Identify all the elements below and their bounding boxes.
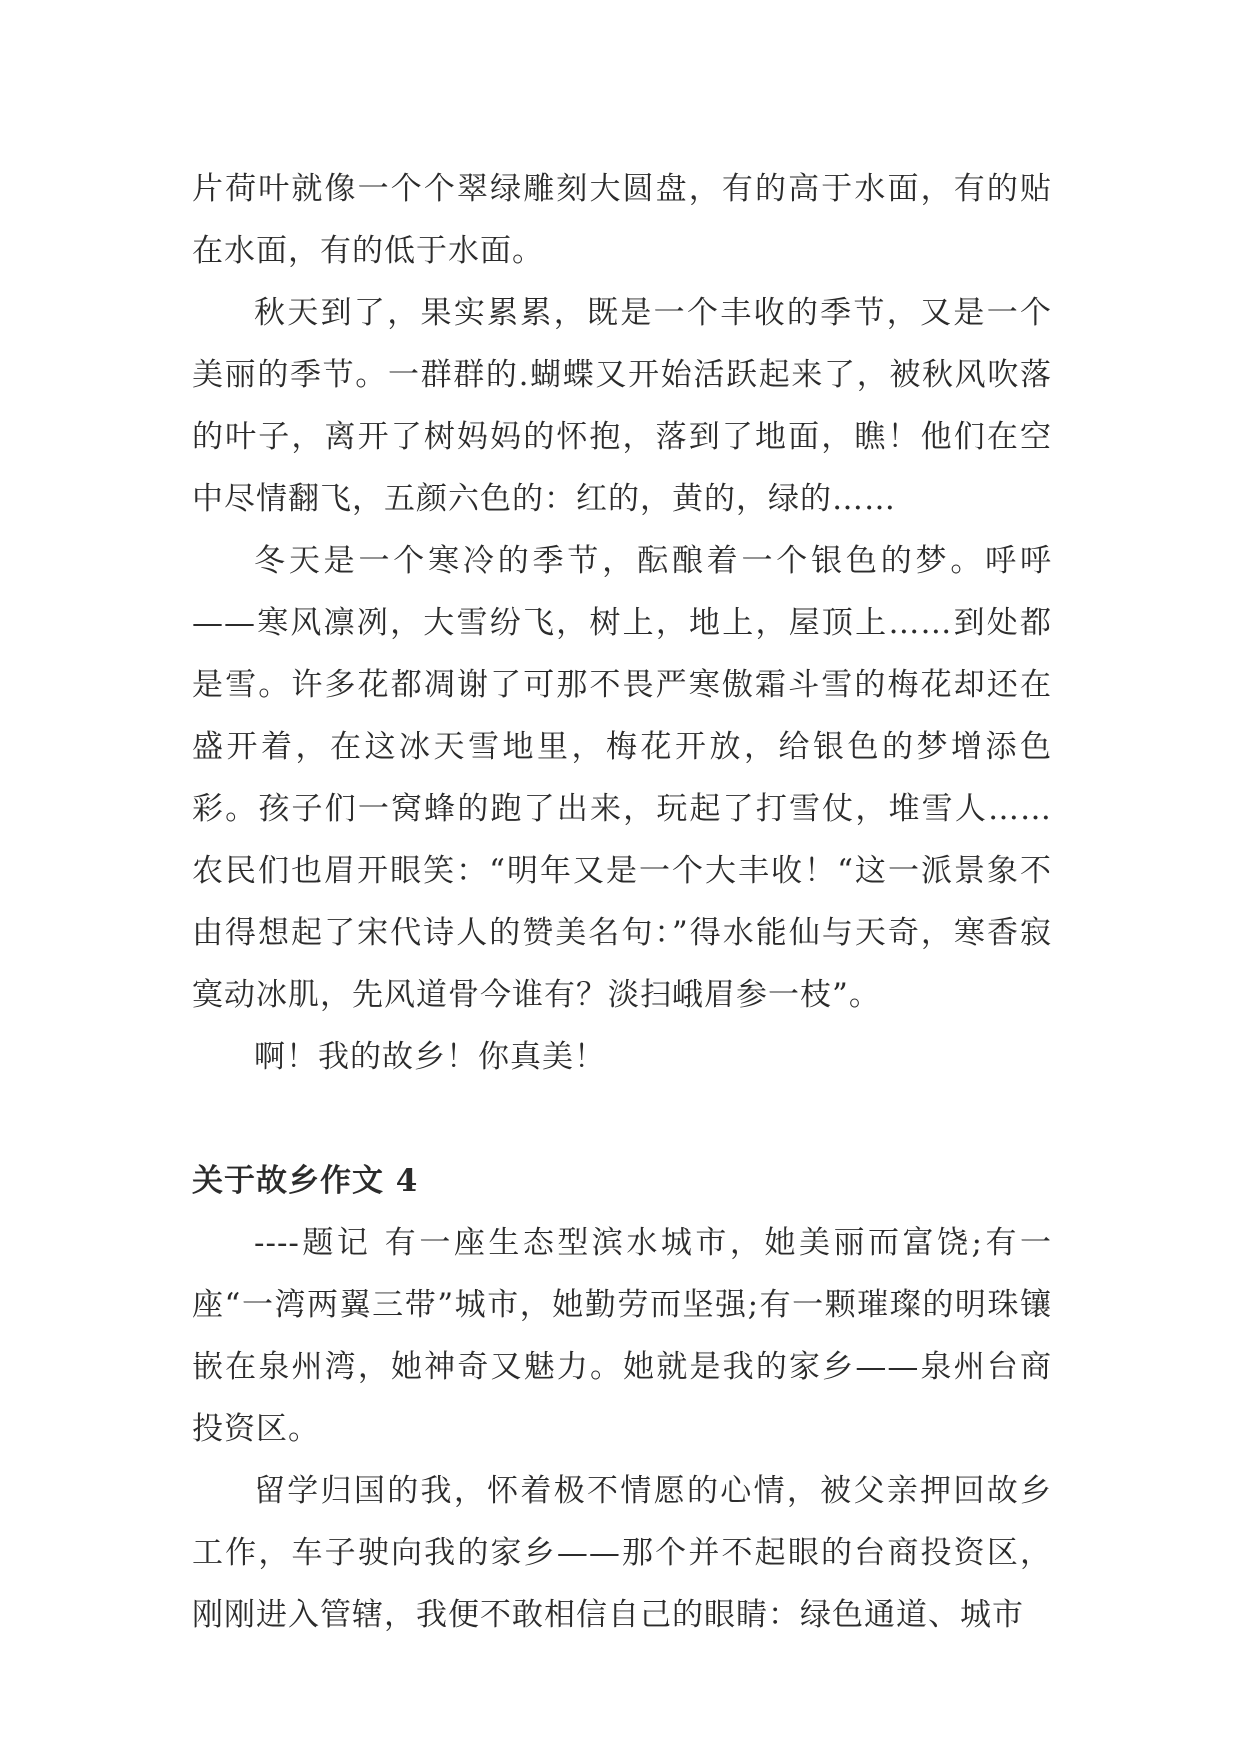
paragraph-autumn: 秋天到了，果实累累，既是一个丰收的季节，又是一个美丽的季节。一群群的.蝴蝶又开始活跃起来了，被秋风吹落的叶子，离开了树妈妈的怀抱，落到了地面，瞧！他们在空中尽情翻飞，五颜六色的：红的，黄的，绿的…… bbox=[192, 295, 1052, 517]
paragraph-winter: 冬天是一个寒冷的季节，酝酿着一个银色的梦。呼呼——寒风凛冽，大雪纷飞，树上，地上，屋顶上……到处都是雪。许多花都凋谢了可那不畏严寒傲霜斗雪的梅花却还在盛开着，在这冰天雪地里，梅花开放，给银色的梦增添色彩。孩子们一窝蜂的跑了出来，玩起了打雪仗，堆雪人……农民们也眉开眼笑：“明年又是一个大丰收！“这一派景象不由得想起了宋代诗人的赞美名句：”得水能仙与天奇，寒香寂寞动冰肌，先风道骨今谁有？淡扫峨眉参一枝”。 bbox=[192, 543, 1052, 1013]
paragraph-return-home: 留学归国的我，怀着极不情愿的心情，被父亲押回故乡工作，车子驶向我的家乡——那个并不起眼的台商投资区，刚刚进入管辖，我便不敢相信自己的眼睛：绿色通道、城市 bbox=[192, 1473, 1052, 1633]
paragraph-lotus: 片荷叶就像一个个翠绿雕刻大圆盘，有的高于水面，有的贴在水面，有的低于水面。 bbox=[192, 171, 1052, 269]
section-title: 关于故乡作文 4 bbox=[192, 1163, 419, 1199]
paragraph-exclamation: 啊！我的故乡！你真美！ bbox=[254, 1039, 606, 1075]
document-page bbox=[192, 158, 1052, 1646]
paragraph-epigraph: ----题记 有一座生态型滨水城市，她美丽而富饶;有一座“一湾两翼三带”城市，她勤劳而坚强;有一颗璀璨的明珠镶嵌在泉州湾，她神奇又魅力。她就是我的家乡——泉州台商投资区。 bbox=[192, 1225, 1052, 1447]
